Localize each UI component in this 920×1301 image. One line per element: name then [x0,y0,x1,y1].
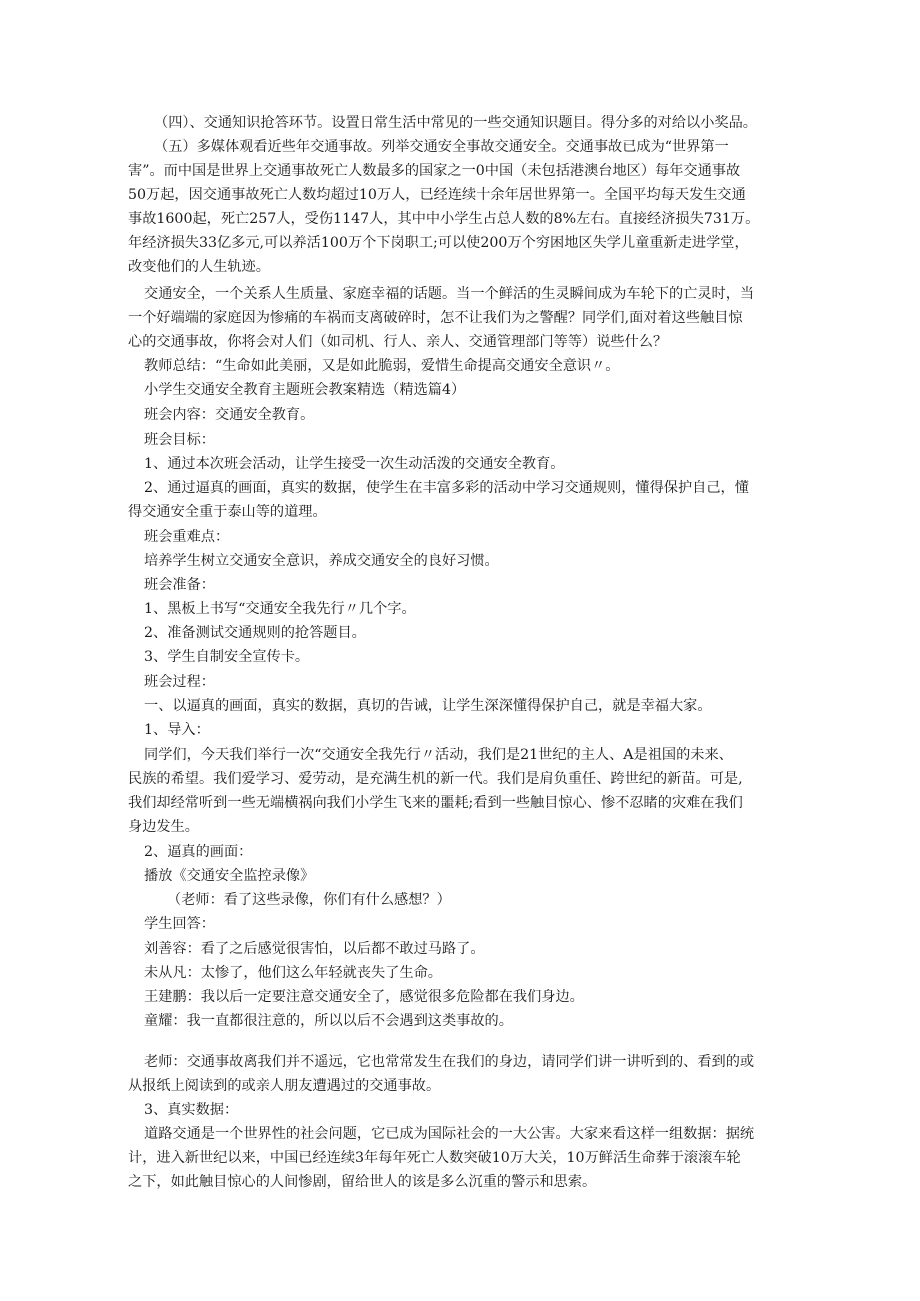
text-line: 民族的希望。我们爱学习、爱劳动，是充满生机的新一代。我们是肩负重任、跨世纪的新苗。可是, [128,771,743,787]
student-answer: 刘善容：看了之后感觉很害怕，以后都不敢过马路了。 [144,941,485,957]
key-points-heading: 班会重难点： [144,529,230,545]
text-line: 一个好端端的家庭因为惨痛的车祸而支离破碎时，怎不让我们为之警醒？同学们,面对着这些触目惊 [128,310,743,326]
text-line: 我们却经常听到一些无端横祸向我们小学生飞来的噩耗;看到一些触目惊心、惨不忍睹的灾难在我们 [128,795,743,811]
student-answer: 王建鹏：我以后一定要注意交通安全了，感觉很多危险都在我们身边。 [144,989,584,1005]
realistic-scene-heading: 2、逼真的画面： [144,844,253,860]
text-line: 年经济损失33亿多元,可以养活100万个下岗职工;可以使200万个穷困地区失学儿童重新走进学堂， [128,235,749,251]
text-line: 事故1600起，死亡257人，受伤1147人，其中中小学生占总人数的8%左右。直接经济损失731万。 [128,211,760,227]
meeting-goals-heading: 班会目标： [144,432,215,448]
text-line: 害”。而中国是世界上交通事故死亡人数最多的国家之一0中国（未包括港澳台地区）每年交通事故 [128,163,741,179]
text-line: 得交通安全重于泰山等的道理。 [128,504,327,520]
student-answer: 童耀：我一直都很注意的，所以以后不会遇到这类事故的。 [144,1013,513,1029]
text-line: 50万起，因交通事故死亡人数均超过10万人，已经连续十余年居世界第一。全国平均每天发生交通 [128,187,746,203]
key-points-text: 培养学生树立交通安全意识，养成交通安全的良好习惯。 [144,553,499,569]
text-line: 2、通过逼真的画面，真实的数据，使学生在丰富多彩的活动中学习交通规则，懂得保护自己，懂 [144,480,749,496]
text-line: 计，进入新世纪以来，中国已经连续3年每年死亡人数突破10万大关，10万鲜活生命葬于滚滚车轮 [128,1150,741,1166]
meeting-content: 班会内容：交通安全教育。 [144,407,315,423]
text-line: （五）多媒体观看近些年交通事故。列举交通安全事故交通安全。交通事故已成为“世界第一 [154,139,729,155]
teacher-question: （老师：看了这些录像，你们有什么感想？） [167,892,451,908]
text-line: 同学们，今天我们举行一次“交通安全我先行〃活动，我们是21世纪的主人、A是祖国的未来、 [144,747,733,763]
preparation-heading: 班会准备： [144,577,215,593]
text-line: 改变他们的人生轨迹。 [128,259,270,275]
student-answers-heading: 学生回答： [144,916,215,932]
text-line: 道路交通是一个世界性的社会问题，它已成为国际社会的一大公害。大家来看这样一组数据：据统 [144,1126,755,1142]
goal-item: 1、通过本次班会活动，让学生接受一次生动活泼的交通安全教育。 [144,456,565,472]
process-step-1: 一、以逼真的画面，真实的数据，真切的告诫，让学生深深懂得保护自己，就是幸福大家。 [144,698,712,714]
teacher-summary: 教师总结：“生命如此美丽，又是如此脆弱，爱惜生命提高交通安全意识〃。 [144,358,620,374]
text-line: （四）、交通知识抢答环节。设置日常生活中常见的一些交通知识题目。得分多的对给以小奖品。 [154,115,757,131]
text-line: 交通安全，一个关系人生质量、家庭幸福的话题。当一个鲜活的生灵瞬间成为车轮下的亡灵时，当 [144,286,755,302]
process-heading: 班会过程： [144,674,215,690]
preparation-item: 3、学生自制安全宣传卡。 [144,649,310,665]
video-title: 播放《交通安全监控录像》 [144,868,315,884]
preparation-item: 2、准备测试交通规则的抢答题目。 [144,625,366,641]
preparation-item: 1、黑板上书写“交通安全我先行〃几个字。 [144,601,416,617]
section-heading: 小学生交通安全教育主题班会教案精选（精选篇4） [144,382,466,398]
student-answer: 未从凡：太惨了，他们这么年轻就丧失了生命。 [144,965,442,981]
real-data-heading: 3、真实数据： [144,1102,239,1118]
intro-heading: 1、导入： [144,722,210,738]
text-line: 之下，如此触目惊心的人间惨剧，留给世人的该是多么沉重的警示和思索。 [128,1174,597,1190]
text-line: 心的交通事故，你将会对人们（如司机、行人、亲人、交通管理部门等等）说些什么？ [128,334,668,350]
text-line: 老师：交通事故离我们并不遥远，它也常常发生在我们的身边，请同学们讲一讲听到的、看到的或 [144,1054,755,1070]
text-line: 从报纸上阅读到的或亲人朋友遭遇过的交通事故。 [128,1078,441,1094]
text-line: 身边发生。 [128,819,199,835]
